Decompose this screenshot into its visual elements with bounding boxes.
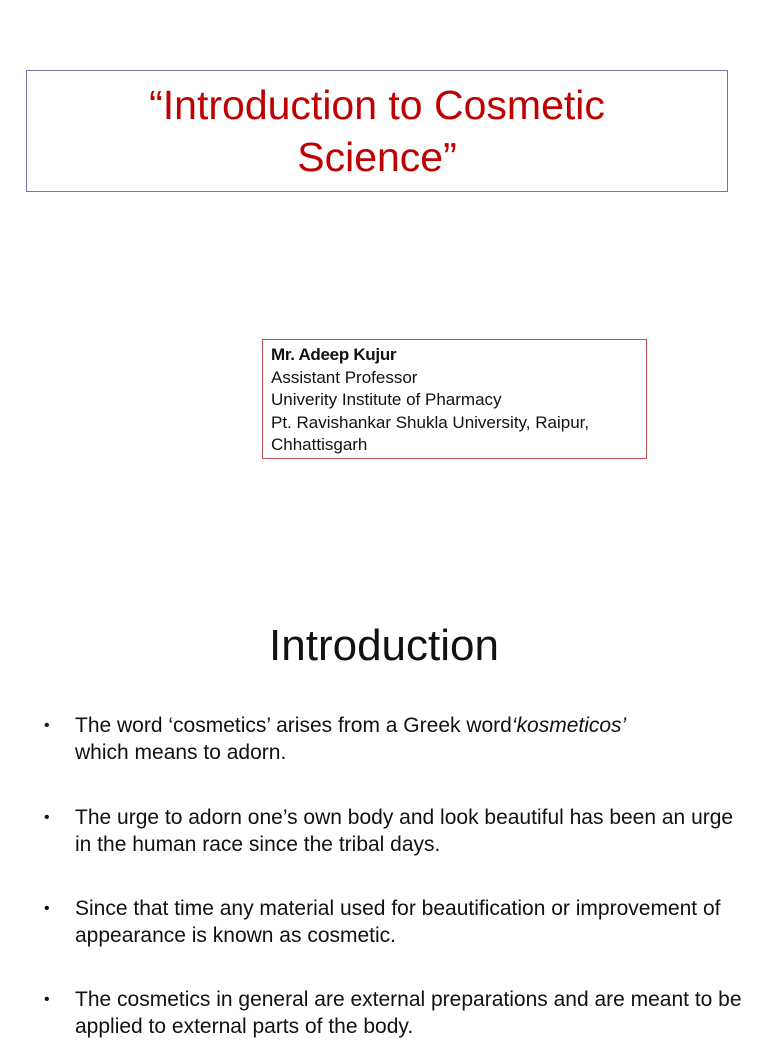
- bullet-item: [44, 712, 745, 766]
- bullet-text: The cosmetics in general are external preparations and are meant to be applied to external parts of the body.: [75, 988, 742, 1038]
- title-line-2: Science”: [297, 134, 457, 180]
- bullet-text-continued: which means to adorn.: [75, 741, 287, 764]
- bullet-text: The urge to adorn one’s own body and look beautiful has been an urge in the human race since the tribal days.: [75, 806, 734, 856]
- author-name: Mr. Adeep Kujur: [271, 345, 397, 364]
- bullet-dot-icon: •: [44, 717, 50, 734]
- introduction-heading: Introduction: [269, 621, 499, 670]
- bullet-dot-icon: •: [44, 900, 50, 917]
- bullet-item: [44, 895, 745, 949]
- author-institute: Univerity Institute of Pharmacy: [271, 390, 502, 409]
- author-designation: Assistant Professor: [271, 367, 418, 387]
- bullet-item: [44, 986, 745, 1040]
- author-university: Pt. Ravishankar Shukla University, Raipur,: [271, 412, 590, 432]
- bullet-text: Since that time any material used for beautification or improvement of appearance is known as cosmetic.: [75, 897, 721, 947]
- title-line-1: “Introduction to Cosmetic: [149, 82, 605, 128]
- bullet-text: The word ‘cosmetics’ arises from a Greek word: [75, 714, 512, 737]
- author-state: Chhattisgarh: [271, 435, 368, 454]
- bullet-item: [44, 804, 745, 858]
- bullet-dot-icon: •: [44, 991, 50, 1008]
- bullet-dot-icon: •: [44, 809, 50, 826]
- bullet-italic-term: ‘kosmeticos’: [511, 714, 627, 737]
